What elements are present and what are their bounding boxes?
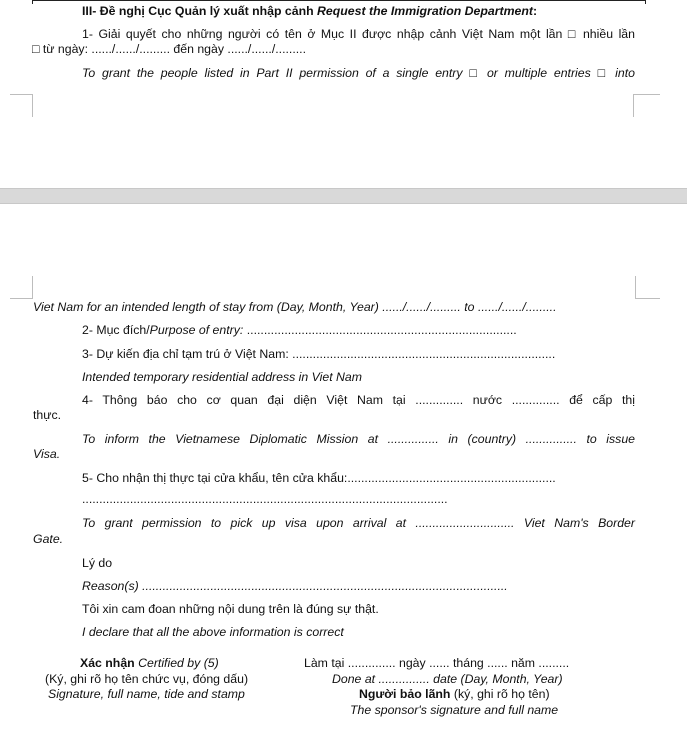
certified-title — [80, 656, 219, 670]
certified-title-vi: Xác nhận — [80, 656, 139, 670]
page-corner-mark-bottom-left — [10, 276, 33, 299]
item5-en-line2: Gate. — [33, 532, 64, 546]
page-corner-mark-top-right — [633, 94, 660, 117]
item1-en-line2: Viet Nam for an intended length of stay from (Day, Month, Year) ....../....../......... to ....../....../......... — [33, 300, 557, 314]
table-top-border — [32, 0, 646, 1]
item1-en-line1: To grant the people listed in Part II permission of a single entry □ or multiple entries □ into — [82, 66, 635, 80]
sponsor-done-at: Done at ............... date (Day, Month, Year) — [332, 672, 563, 686]
page-corner-mark-bottom-right — [635, 276, 660, 299]
page-corner-mark-top-left — [10, 94, 33, 117]
item2-vi: 2- Mục đích/ — [82, 323, 150, 337]
declare-vi: Tôi xin cam đoan những nội dung trên là đúng sự thật. — [82, 602, 379, 616]
item3-en: Intended temporary residential address in Viet Nam — [82, 370, 363, 384]
certified-line2: (Ký, ghi rõ họ tên chức vụ, đóng dấu) — [45, 672, 249, 686]
page-bottom-section — [0, 204, 687, 734]
section-heading-en: Request the Immigration Department — [317, 4, 533, 18]
item4-vi-line1: 4- Thông báo cho cơ quan đại diện Việt Nam tại .............. nước .............. để cấp thị — [82, 393, 635, 407]
sponsor-signature-label: The sponsor's signature and full name — [350, 703, 559, 717]
page-top-section — [0, 0, 687, 188]
declare-en: I declare that all the above information is correct — [82, 625, 344, 639]
item2-dots: ............................................................................... — [243, 323, 517, 337]
item2-purpose — [82, 323, 517, 337]
item1-vi-line1: 1- Giải quyết cho những người có tên ở Mục II được nhập cảnh Việt Nam một lần □ nhiều lần — [82, 27, 635, 41]
page-break-gap — [0, 188, 687, 204]
item4-en-line2: Visa. — [33, 447, 61, 461]
sponsor-title-bold: Người bảo lãnh — [359, 687, 451, 701]
section-heading-vi: III- Đề nghị Cục Quản lý xuất nhập cảnh — [82, 4, 318, 18]
certified-title-en: Certified by (5) — [138, 656, 219, 670]
sponsor-place-date: Làm tại .............. ngày ...... tháng ...... năm ......... — [304, 656, 570, 670]
certified-line3: Signature, full name, tide and stamp — [48, 687, 245, 701]
sponsor-title-rest: (ký, ghi rõ họ tên) — [450, 687, 550, 701]
item5-vi: 5- Cho nhận thị thực tại cửa khẩu, tên cửa khẩu:............................................................. — [82, 471, 556, 485]
item4-en-line1: To inform the Vietnamese Diplomatic Mission at ............... in (country) ............... to issue — [82, 432, 635, 446]
item1-vi-line2: □ từ ngày: ....../....../......... đến ngày ....../....../......... — [32, 42, 306, 56]
item2-en: Purpose of entry: — [149, 323, 244, 337]
item3-dots: ............................................................................. — [292, 347, 556, 361]
sponsor-title — [359, 687, 550, 701]
reason-vi: Lý do — [82, 556, 113, 570]
section-heading — [82, 4, 537, 18]
item4-vi-line2: thực. — [33, 408, 62, 422]
reason-en: Reason(s) ........................................................................................................... — [82, 579, 508, 593]
section-heading-colon: : — [532, 4, 538, 18]
item3-vi: 3- Dự kiến địa chỉ tạm trú ở Việt Nam: — [82, 347, 293, 361]
item5-dots: ........................................................................................................... — [82, 492, 448, 506]
item5-en-line1: To grant permission to pick up visa upon arrival at ............................. Viet Nam's Border — [82, 516, 635, 530]
item3-address — [82, 347, 555, 361]
